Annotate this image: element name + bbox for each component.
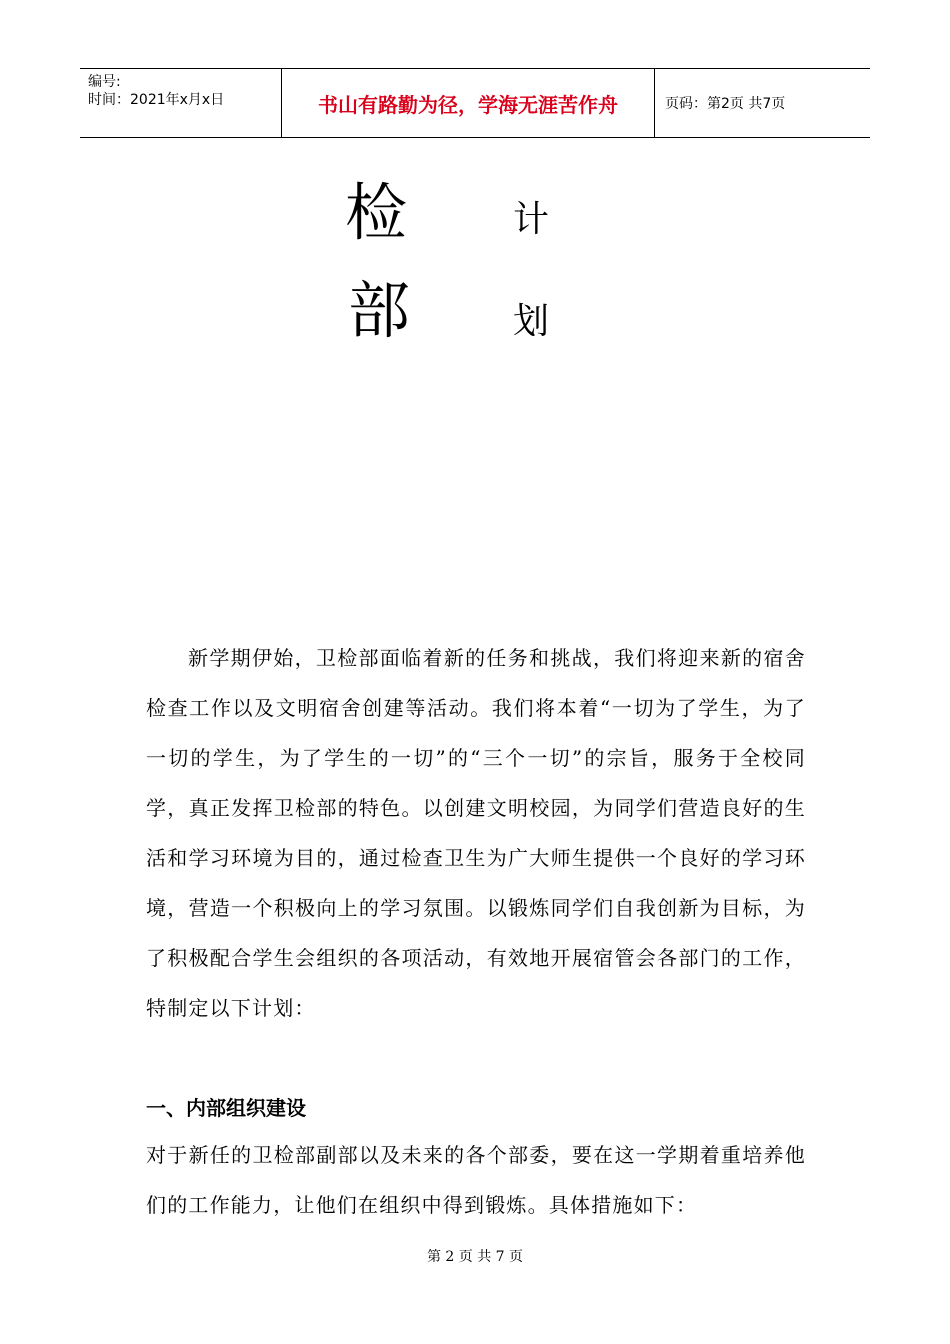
intro-paragraph: 新学期伊始，卫检部面临着新的任务和挑战，我们将迎来新的宿舍检查工作以及文明宿舍创建等活动。我们将本着“一切为了学生，为了一切的学生，为了学生的一切”的“三个一切”的宗旨，服务于全校同学，真正发挥卫检部的特色。以创建文明校园，为同学们营造良好的生活和学习环境为目的，通过检查卫生为广大师生提供一个良好的学习环境，营造一个积极向上的学习氛围。以锻炼同学们自我创新为目标，为了积极配合学生会组织的各项活动，有效地开展宿管会各部门的工作，特制定以下计划： bbox=[146, 646, 806, 1020]
title-char-2: 计 bbox=[513, 199, 550, 240]
header-page-info: 页码：第2页 共7页 bbox=[665, 96, 786, 112]
page-footer: 第 2 页 共 7 页 bbox=[426, 1249, 524, 1265]
section-1-paragraph: 对于新任的卫检部副部以及未来的各个部委，要在这一学期着重培养他们的工作能力，让他们在组织中得到锻炼。具体措施如下： bbox=[146, 1143, 806, 1217]
header-number-label: 编号: bbox=[88, 74, 121, 90]
title-char-1: 检 bbox=[345, 176, 408, 249]
page-header bbox=[80, 68, 870, 138]
title-char-4: 划 bbox=[513, 301, 550, 342]
section-1-title: 一、内部组织建设 bbox=[146, 1096, 306, 1120]
header-time-label: 时间：2021年x月x日 bbox=[88, 92, 225, 108]
header-meta bbox=[80, 69, 282, 137]
header-motto: 书山有路勤为径，学海无涯苦作舟 bbox=[282, 69, 655, 137]
title-char-3: 部 bbox=[348, 274, 411, 347]
